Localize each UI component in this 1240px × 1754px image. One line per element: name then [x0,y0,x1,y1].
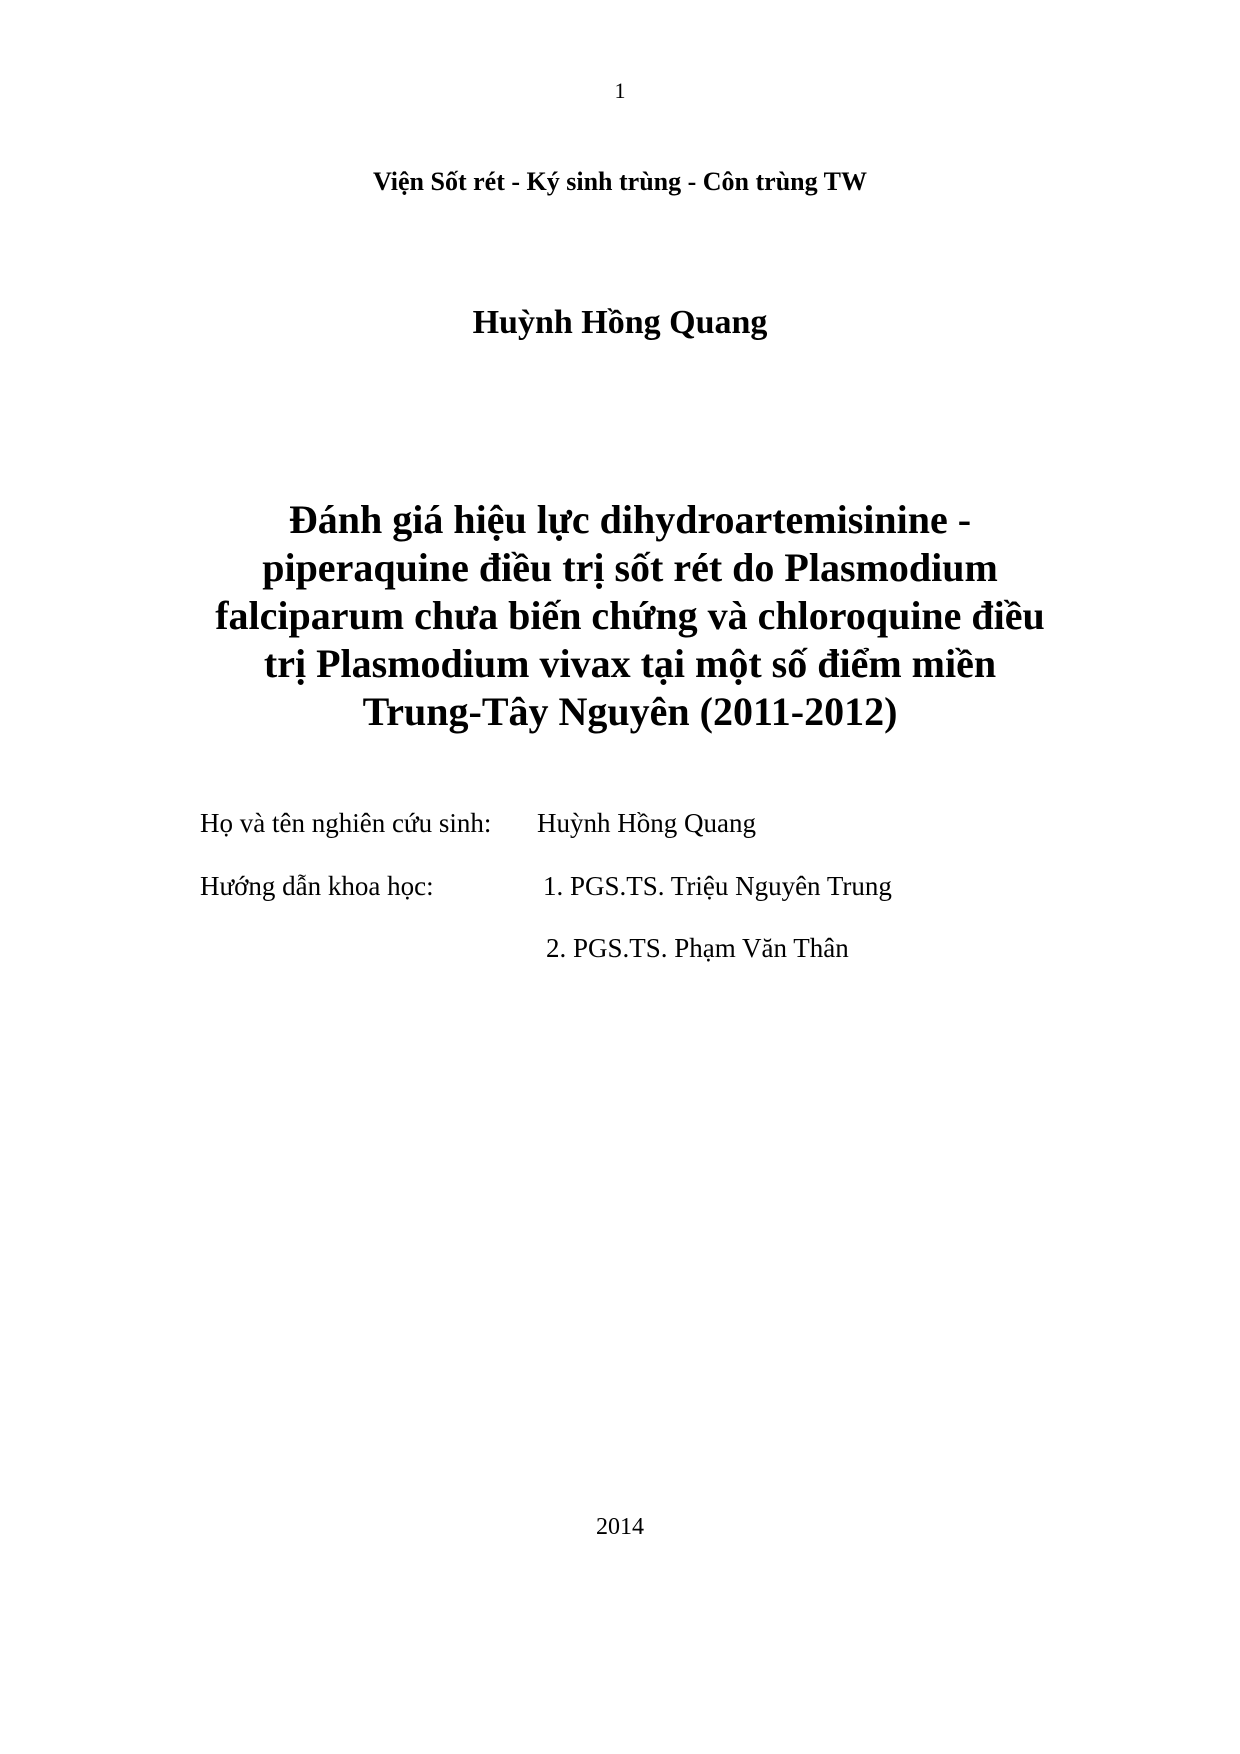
advisor-label: Hướng dẫn khoa học: [200,871,434,901]
advisor-item: 1. PGS.TS. Triệu Nguyên Trung [543,871,892,901]
institute-name: Viện Sốt rét - Ký sinh trùng - Côn trùng TW [372,167,868,196]
student-label: Họ và tên nghiên cứu sinh: [200,808,492,838]
title-line: piperaquine điều trị sốt rét do Plasmodium [262,545,998,590]
thesis-title [200,496,1060,736]
title-line: trị Plasmodium vivax tại một số điểm miền [263,641,997,686]
page-number: 1 [614,78,626,103]
title-line: Đánh giá hiệu lực dihydroartemisinine - [288,497,972,542]
advisor-item: 2. PGS.TS. Phạm Văn Thân [546,933,849,963]
title-line: Trung-Tây Nguyên (2011-2012) [362,689,898,734]
student-value: Huỳnh Hồng Quang [537,808,756,838]
author-name: Huỳnh Hồng Quang [472,304,768,341]
title-line: falciparum chưa biến chứng và chloroquine điều [215,593,1045,638]
publication-year: 2014 [596,1514,644,1540]
